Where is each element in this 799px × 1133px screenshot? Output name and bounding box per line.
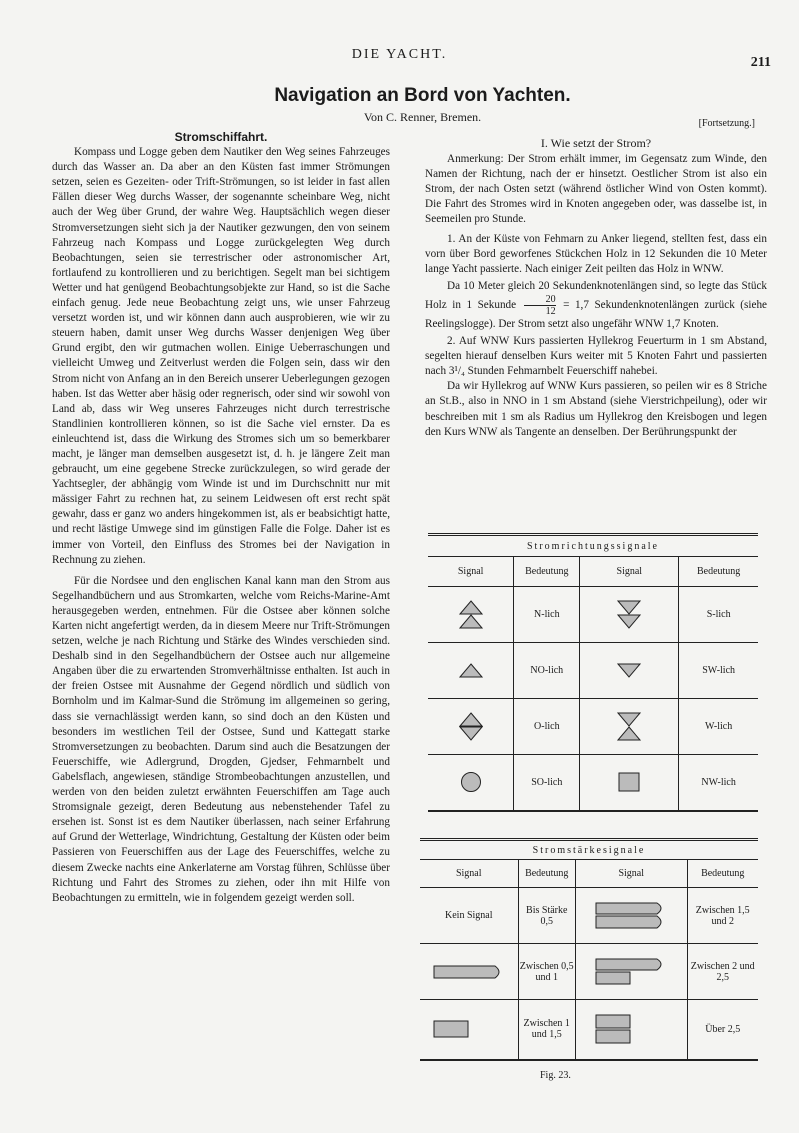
signal-ball-icon bbox=[428, 755, 514, 811]
note-paragraph: Anmerkung: Der Strom erhält immer, im Gegensatz zum Winde, den Namen der Richtung, nach der er hinsetzt. Oestlicher Strom ist also ein Strom, der nach Osten setzt (während östlicher Wind von Osten kommt). Die Fahrt des Stromes wird in Knoten angegeben oder, was dasselbe ist, in Seemeilen pro Stunde. bbox=[425, 153, 767, 226]
signal-square-icon bbox=[580, 755, 679, 811]
column-header: Signal bbox=[420, 860, 518, 888]
table-caption: Stromstärkesignale bbox=[532, 844, 646, 856]
table-row bbox=[428, 755, 758, 811]
signal-cones-point-to-point-icon bbox=[580, 699, 679, 755]
text: Da 10 Meter gleich 20 Sekundenknotenlängen sind, so legte das Stück Holz in 1 Sekunde bbox=[425, 279, 767, 312]
fraction-numerator: 20 bbox=[524, 294, 556, 306]
paragraph: Da wir Hyllekrog auf WNW Kurs passieren, so peilen wir es 8 Striche an St.B., also in NNO in 1 sm Abstand (siehe Vierstrichpeilung), oder wir beschreiben mit 1 sm als Radius um Hyllekrog den Kreisbogen und legen den Kurs WNW als Tangente an denselben. Der Berührungspunkt der bbox=[425, 380, 767, 438]
paragraph: Kompass und Logge geben dem Nautiker den Weg seines Fahrzeuges durch das Wasser an. Da aber an den Küsten fast immer Strömungen setzen, seien es Gezeiten- oder Trift-Strömungen, so ist leider in fast allen Fällen dieser Weg durchs Wasser, der sogenannte scheinbare Weg, nicht auch der Weg über Grund, der wahre Weg. Hauptsächlich wegen dieser Stromversetzungen sieht sich ja der Nautiker gezwungen, den von seinem Fahrzeug nach Kompass und Logge zurückgelegten Weg durch Beobachtungen, seien sie terrestrischer oder astronomischer Art, fortlaufend zu kontrollieren und zu berichtigen. Segelt man bei sichtigem Wetter und hat genügend Beobachtungsobjekte zur Hand, so ist die Sache einfach genug. Jede neue Beobachtung zeigt uns, wie unser Fahrzeug versetzt worden ist, und wir können dann auch ausprobieren, wie wir zu steuern haben, damit unser Weg durchs Wasser denjenigen Weg über Grund ergibt, den wir gutmachen wollen. Einige Ueberraschungen und vielleicht Umweg und Zeitverlust werden die Folgen sein, dass wir den Strom nicht von Anfang an in den Bereich unserer Ueberlegungen gezogen haben. Ist das Wetter aber häsig oder regnerisch, oder sind wir sowohl von Land ab, dass wir Weg unseres Fahrzeuges nicht durch terrestrische Standlinien kontrollieren können, so ist die Sache viel ernster. Da es einleuchtend ist, dass die Wirkung des Stromes sich um so bemerkbarer macht, je länger man demselben ausgesetzt ist, d. h. je längere Zeit man gebraucht, um eine gegebene Strecke zurückzulegen, so wird gerade der Yachtsegler, der abhängig vom Winde ist und im Durchschnitt nur mit mässiger Fahrt zu rechnen hat, zu seinem Leidwesen oft erst recht spät gewahr, dass er ganz wo anders hingekommen ist, als er beabsichtigt hatte, und recht lästige Umwege sind im günstigen Falle die Folge. Daher ist es immer von Vorteil, den Einfluss des Stromes bei der Navigation in Rechnung zu ziehen. bbox=[52, 146, 390, 566]
paragraph: Für die Nordsee und den englischen Kanal kann man den Strom aus Segelhandbüchern und aus Stromkarten, welche vom Reichs-Marine-Amt herausgegeben werden, entnehmen. Für die Ostsee aber können solche Karten nicht angefertigt werden, da in diesem Meere nur Trift-Strömungen setzen, welche je nach Richtung und Stärke des Windes verschieden sind. Deshalb sind in den Segelhandbüchern der Ostsee auch nur allgemeine Angaben über die zu erwartenden Stromverhältnisse enthalten. Ist auch in der freien Ostsee mit Ausnahme der Gegend nördlich und südlich von Bornholm und im Kalmar-Sund die Strömung im allgemeinen so gering, dass sie vernachlässigt werden kann, so sind doch an den Küsten und besonders im westlichen Teil der Ostsee, Sund und Kattegatt starke Stromversetzungen zu beobachten. Darum sind auch die Besatzungen der Feuerschiffe, wie Adlergrund, Drogden, Gjedser, Fehmarnbelt und Gabelsflach, angewiesen, ständige Strombeobachtungen anzustellen, und werden von den beiden zuletzt erwähnten Feuerschiffen am Tage auch Stromsignale gezeigt, deren Bedeutung aus nebenstehender Tafel zu ersehen ist. Sonst ist es dem Nautiker überlassen, nach seiner Erfahrung auf Grund der Wetterlage, Windrichtung, Gestaltung der Küsten oder beim Passieren von Feuerschiffen aus der Lage des Feuerschiffes, welche zu diesem Zwecke nachts eine Ankerlaterne am Vorstag führen, Schlüsse über Richtung und Fahrt des Stromes zu ziehen, oder ihn mit Hilfe von Beobachtungen zu ermitteln, wie in folgendem gezeigt werden soll. bbox=[52, 574, 390, 904]
fraction bbox=[524, 294, 556, 317]
table-row bbox=[428, 587, 758, 643]
signal-pennant-over-flag-icon bbox=[575, 944, 687, 1000]
signal-meaning: SW-lich bbox=[702, 665, 736, 676]
text: = 1,7 Sekundenknotenlängen zurück (siehe Reelingslogge). Der Strom setzt also ungefähr WNW 1,7 Knoten. bbox=[425, 299, 768, 330]
table-row bbox=[428, 643, 758, 699]
paragraph bbox=[425, 279, 767, 332]
running-title: DIE YACHT. bbox=[351, 47, 448, 62]
signal-pennant-icon bbox=[420, 944, 518, 1000]
table-row bbox=[428, 699, 758, 755]
article-title: Navigation an Bord von Yachten. bbox=[274, 85, 571, 106]
signal-meaning: Zwischen 2 und 2,5 bbox=[690, 960, 755, 983]
signal-two-cones-down-icon bbox=[580, 587, 679, 643]
column-header: Signal bbox=[575, 860, 687, 888]
page-number: 211 bbox=[750, 55, 771, 70]
signal-meaning: S-lich bbox=[706, 609, 731, 620]
column-header: Bedeutung bbox=[514, 557, 580, 587]
article-byline: Von C. Renner, Bremen. bbox=[363, 110, 482, 124]
signal-meaning: O-lich bbox=[514, 699, 580, 755]
fraction-denominator: 12 bbox=[545, 305, 556, 317]
signal-meaning: W-lich bbox=[705, 721, 733, 732]
signal-cone-down-icon bbox=[580, 643, 679, 699]
left-column bbox=[52, 130, 390, 906]
column-header: Signal bbox=[580, 557, 679, 587]
strength-signals-table bbox=[420, 838, 758, 1061]
signal-meaning: NW-lich bbox=[701, 776, 736, 788]
right-column bbox=[425, 136, 767, 440]
signal-two-cones-up-icon bbox=[428, 587, 514, 643]
signal-meaning: Bis Stärke 0,5 bbox=[518, 888, 575, 944]
direction-signals-table bbox=[428, 533, 758, 812]
table-row bbox=[420, 944, 758, 1000]
signal-meaning: NO-lich bbox=[514, 643, 580, 699]
column-header: Bedeutung bbox=[696, 566, 741, 577]
paragraph: 2. Auf WNW Kurs passierten Hyllekrog Feuerturm in 1 sm Abstand, segelten hierauf denselben Kurs weiter mit 5 Knoten Fahrt und passierten nach 3¹/₄ Stunden Fehmarnbelt Feuerschiff nahebei. bbox=[425, 335, 767, 378]
figure-caption: Fig. 23. bbox=[540, 1070, 571, 1081]
section-heading: Stromschiffahrt. bbox=[174, 130, 268, 144]
column-header: Bedeutung bbox=[518, 860, 575, 888]
subsection-heading: I. Wie setzt der Strom? bbox=[540, 136, 652, 150]
no-signal-label: Kein Signal bbox=[420, 888, 518, 944]
signal-cone-up-icon bbox=[428, 643, 514, 699]
table-row bbox=[420, 1000, 758, 1060]
signal-cones-base-to-base-icon bbox=[428, 699, 514, 755]
table-caption: Stromrichtungssignale bbox=[527, 540, 659, 552]
signal-meaning: Zwischen 0,5 und 1 bbox=[518, 944, 575, 1000]
signal-double-pennant-icon bbox=[575, 888, 687, 944]
signal-meaning: Zwischen 1 und 1,5 bbox=[518, 1000, 575, 1060]
signal-flag-icon bbox=[420, 1000, 518, 1060]
table-row bbox=[420, 888, 758, 944]
column-header: Bedeutung bbox=[701, 868, 745, 879]
signal-meaning: Zwischen 1,5 und 2 bbox=[695, 904, 750, 927]
signal-meaning: SO-lich bbox=[514, 755, 580, 811]
paragraph: 1. An der Küste von Fehmarn zu Anker liegend, stellten fest, dass ein vorn über Bord geworfenes Stückchen Holz in 12 Sekunden die 10 Meter lange Yacht passierte. Nach einiger Zeit peilten das Holz in WNW. bbox=[425, 232, 767, 275]
signal-double-flag-icon bbox=[575, 1000, 687, 1060]
column-header: Signal bbox=[428, 557, 514, 587]
signal-meaning: Über 2,5 bbox=[705, 1023, 741, 1035]
signal-meaning: N-lich bbox=[514, 587, 580, 643]
continuation-note: [Fortsetzung.] bbox=[698, 118, 755, 129]
